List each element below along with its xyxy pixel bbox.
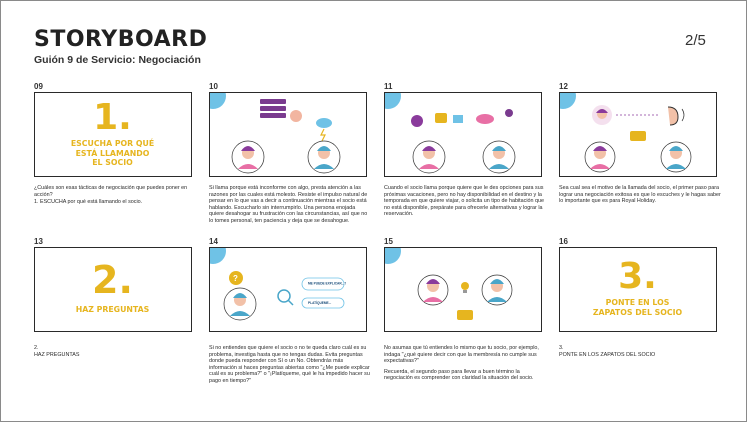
panel-number-12: 12 xyxy=(559,82,568,91)
step-label xyxy=(560,298,715,317)
avatar-member-icon xyxy=(661,142,691,172)
panel-illustration xyxy=(385,93,542,177)
caption-text: Cuando el socio llama porque quiere que le des opciones para sus próximas vacaciones, pero no hay disponibilidad en el destino y la temporada en que quiere viajar, o solicita un tipo de habitación que no está disponible, prepárate para ofrecerle alternativas y lograr la reservación. xyxy=(384,185,545,218)
step-label-line: ZAPATOS DEL SOCIO xyxy=(592,307,683,317)
caption-text: 1. ESCUCHA por qué está llamando el socio. xyxy=(34,199,143,206)
avatar-agent-icon xyxy=(232,141,264,173)
panel-number-13: 13 xyxy=(34,237,43,246)
caption-text: 3. xyxy=(559,345,564,351)
handshake-icon xyxy=(457,310,473,320)
avatar-agent-icon xyxy=(413,141,445,173)
step-label xyxy=(35,139,190,168)
panel-illustration xyxy=(560,93,717,177)
magnifier-icon xyxy=(278,290,293,305)
avatar-member-icon xyxy=(585,142,615,172)
avatar-agent-icon xyxy=(482,275,512,305)
panel-number-15: 15 xyxy=(384,237,393,246)
panel-illustration xyxy=(210,93,367,177)
step-number: 3. xyxy=(618,256,657,297)
page-indicator: 2/5 xyxy=(685,32,706,49)
question-bubble-bottom xyxy=(302,298,344,308)
panel-caption-14 xyxy=(209,345,371,389)
caption-text: HAZ PREGUNTAS xyxy=(34,351,80,358)
panel-number-14: 14 xyxy=(209,237,218,246)
panel-caption-13 xyxy=(34,345,196,362)
handshake-icon xyxy=(630,131,646,141)
confused-face-icon xyxy=(229,271,243,285)
bubble-text-top: ME PUEDE EXPLICAR...? xyxy=(308,281,347,286)
caption-text: Si no entiendes que quiere el socio o no te queda claro cuál es su problema, investiga hasta que no tengas dudas. Evita preguntas donde pueda responder con Sí o un No. Obtendrás más información si haces preguntas abiertas como "¿Me puede explicar cuál es su problema?" o "¡Platíqueme, qué le ha impedido hacer su pago en tiempo?" xyxy=(209,345,370,384)
step-number: 1. xyxy=(93,97,132,138)
caption-text: No asumas que tú entiendes lo mismo que tu socio, por ejemplo, indaga "¿qué quiere decir con que la membresía no cumple sus expectativas?" xyxy=(384,345,539,365)
panel-illustration xyxy=(210,248,367,332)
panel-frame-14 xyxy=(209,247,367,332)
panel-caption-11 xyxy=(384,185,546,222)
panel-frame-16 xyxy=(559,247,717,332)
panel-frame-13 xyxy=(34,247,192,332)
caption-text: Recuerda, el segundo paso para llevar a buen término la negociación es comprender con claridad la situación del socio. xyxy=(384,368,534,382)
step-number: 2. xyxy=(92,258,133,302)
question-bubble-top xyxy=(302,278,346,290)
step-label-line: EL SOCIO xyxy=(92,158,133,167)
step-label-line: ESTÁ LLAMANDO xyxy=(75,148,150,158)
panel-caption-16 xyxy=(559,345,721,362)
caption-text: 2. xyxy=(34,345,39,351)
caption-text: PONTE EN LOS ZAPATOS DEL SOCIO xyxy=(559,351,656,358)
panel-caption-15 xyxy=(384,345,546,386)
avatar-member-icon xyxy=(224,288,256,320)
avatar-member-icon xyxy=(308,141,340,173)
caption-text: Si llama porque está inconforme con algo, presta atención a las razones por las cuales está molesto. Resiste el impulso natural de pensar en lo que vas a decir a continuación mientras el socio está hablando. Escucharlo sin interrumpirlo. Una persona enojada quiere desahogar su frustración con las circunstancias, así que no lo tomes personal, ten paciencia y deja que se desahogue. xyxy=(209,185,368,224)
avatar-agent-icon xyxy=(592,105,612,125)
panel-caption-12 xyxy=(559,185,721,209)
step-label xyxy=(35,305,190,315)
page-subtitle: Guión 9 de Servicio: Negociación xyxy=(34,54,201,66)
panel-illustration xyxy=(385,248,542,332)
panel-number-09: 09 xyxy=(34,82,43,91)
caption-text: ¿Cuáles son esas tácticas de negociación que puedes poner en acción? xyxy=(34,185,188,198)
ear-icon xyxy=(668,107,684,125)
panel-caption-09 xyxy=(34,185,196,210)
panel-number-11: 11 xyxy=(384,82,393,91)
server-stack-icon xyxy=(260,99,302,122)
bubble-text-bottom: PLATÍQUEME... xyxy=(308,301,332,305)
panel-frame-11 xyxy=(384,92,542,177)
avatar-member-icon xyxy=(418,275,448,305)
storm-cloud-icon xyxy=(316,118,332,141)
avatar-member-icon xyxy=(483,141,515,173)
svg-text:?: ? xyxy=(233,274,238,283)
panel-frame-12 xyxy=(559,92,717,177)
panel-caption-10 xyxy=(209,185,371,229)
step-label-line: HAZ PREGUNTAS xyxy=(75,305,150,314)
page-title: STORYBOARD xyxy=(34,27,208,52)
panel-number-10: 10 xyxy=(209,82,218,91)
step-label-line: ESCUCHA POR QUÉ xyxy=(70,139,155,148)
caption-text: Sea cual sea el motivo de la llamada del socio, el primer paso para lograr una negociación exitosa es que lo escuches y le hagas saber lo importante que es para Royal Holiday. xyxy=(559,185,721,205)
lightbulb-icon xyxy=(461,282,469,293)
step-label-line: PONTE EN LOS xyxy=(605,298,670,307)
panel-frame-10 xyxy=(209,92,367,177)
panel-frame-09 xyxy=(34,92,192,177)
panel-number-16: 16 xyxy=(559,237,568,246)
panel-frame-15 xyxy=(384,247,542,332)
travel-options-icon xyxy=(411,109,513,127)
